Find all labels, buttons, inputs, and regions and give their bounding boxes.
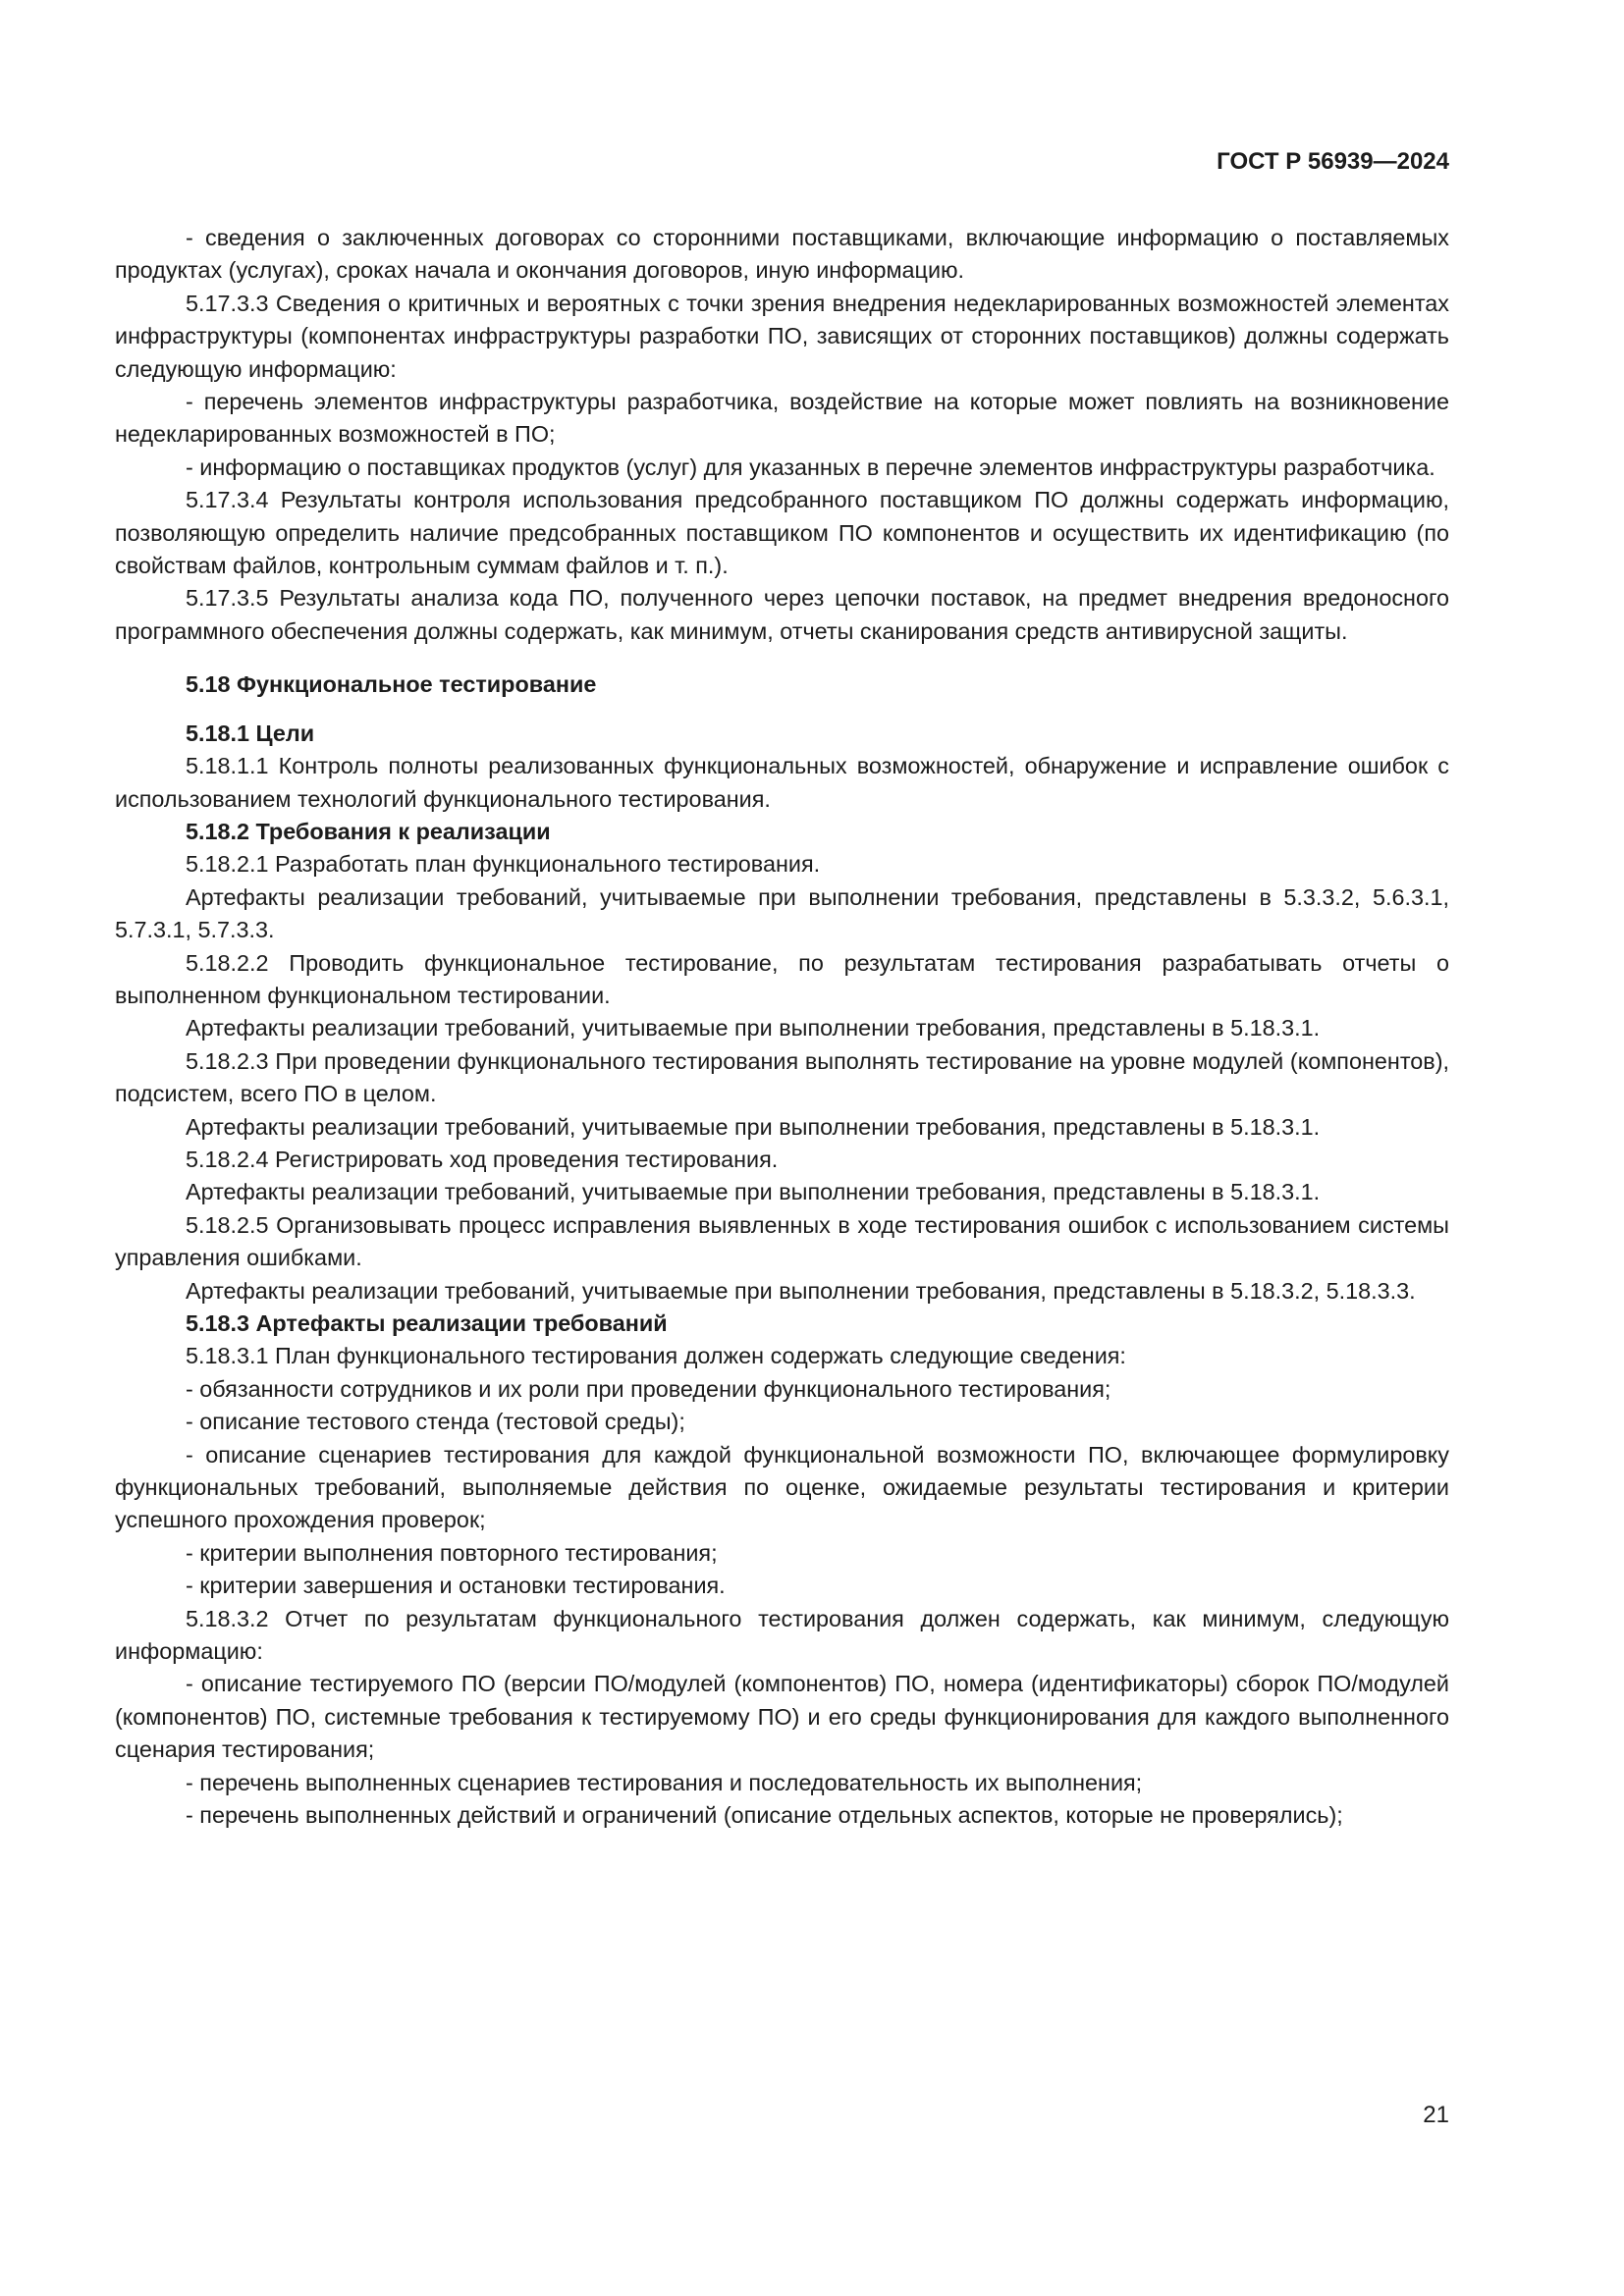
subsection-heading: 5.18.2 Требования к реализации [186, 818, 551, 844]
paragraph: Артефакты реализации требований, учитываемые при выполнении требования, представлены в 5.18.3.1. [186, 1113, 1321, 1140]
paragraph: 5.18.2.5 Организовывать процесс исправления выявленных в ходе тестирования ошибок с использованием системы управления ошибками. [115, 1211, 1449, 1271]
list-item: - описание тестового стенда (тестовой среды); [186, 1409, 685, 1435]
paragraph: - перечень элементов инфраструктуры разработчика, воздействие на которые может повлиять на возникновение недекларированных возможностей в ПО; [115, 389, 1449, 448]
subsection-heading: 5.18.3 Артефакты реализации требований [186, 1310, 668, 1336]
paragraph: 5.17.3.3 Сведения о критичных и вероятных с точки зрения внедрения недекларированных возможностей элементах инфраструктуры (компонентах инфраструктуры разработки ПО, зависящих от сторонних поставщиков) должны содержать следующую информацию: [115, 290, 1449, 382]
page-number: 21 [1423, 2102, 1449, 2128]
list-item: - перечень выполненных действий и ограничений (описание отдельных аспектов, которые не проверялись); [186, 1802, 1343, 1829]
paragraph: Артефакты реализации требований, учитываемые при выполнении требования, представлены в 5.18.3.1. [186, 1179, 1321, 1205]
paragraph: - сведения о заключенных договорах со сторонними поставщиками, включающие информацию о поставляемых продуктах (услугах), сроках начала и окончания договоров, иную информацию. [115, 225, 1449, 284]
list-item: - перечень выполненных сценариев тестирования и последовательность их выполнения; [186, 1769, 1143, 1795]
standard-designation: ГОСТ Р 56939—2024 [1217, 148, 1449, 175]
list-item: - описание тестируемого ПО (версии ПО/модулей (компонентов) ПО, номера (идентификаторы) сборок ПО/модулей (компонентов) ПО, системные требования к тестируемому ПО) и его среды функционирования для каждого выполненного сценария тестирования; [115, 1671, 1449, 1763]
paragraph: 5.17.3.4 Результаты контроля использования предсобранного поставщиком ПО должны содержать информацию, позволяющую определить наличие предсобранных поставщиком ПО компонентов и осуществить их идентификацию (по свойствам файлов, контрольным суммам файлов и т. п.). [115, 487, 1449, 579]
section-heading: 5.18 Функциональное тестирование [186, 671, 597, 698]
subsection-heading: 5.18.1 Цели [186, 720, 315, 746]
list-item: - обязанности сотрудников и их роли при проведении функционального тестирования; [186, 1375, 1111, 1402]
paragraph: 5.18.2.3 При проведении функционального тестирования выполнять тестирование на уровне модулей (компонентов), подсистем, всего ПО в целом. [115, 1047, 1449, 1107]
paragraph: Артефакты реализации требований, учитываемые при выполнении требования, представлены в 5.3.3.2, 5.6.3.1, 5.7.3.1, 5.7.3.3. [115, 883, 1449, 943]
list-item: - описание сценариев тестирования для каждой функциональной возможности ПО, включающее формулировку функциональных требований, выполняемые действия по оценке, ожидаемые результаты тестирования и критерии успешного прохождения проверок; [115, 1441, 1449, 1533]
paragraph: 5.18.1.1 Контроль полноты реализованных функциональных возможностей, обнаружение и исправление ошибок с использованием технологий функционального тестирования. [115, 753, 1449, 812]
paragraph: 5.18.3.2 Отчет по результатам функционального тестирования должен содержать, как минимум, следующую информацию: [115, 1605, 1449, 1665]
paragraph: 5.18.2.1 Разработать план функционального тестирования. [186, 851, 821, 878]
paragraph: Артефакты реализации требований, учитываемые при выполнении требования, представлены в 5.18.3.2, 5.18.3.3. [186, 1277, 1416, 1304]
paragraph: 5.17.3.5 Результаты анализа кода ПО, полученного через цепочки поставок, на предмет внедрения вредоносного программного обеспечения должны содержать, как минимум, отчеты сканирования средств антивирусной защиты. [115, 585, 1449, 644]
paragraph: - информацию о поставщиках продуктов (услуг) для указанных в перечне элементов инфраструктуры разработчика. [186, 454, 1435, 480]
paragraph: 5.18.2.2 Проводить функциональное тестирование, по результатам тестирования разрабатывать отчеты о выполненном функциональном тестировании. [115, 949, 1449, 1008]
paragraph: Артефакты реализации требований, учитываемые при выполнении требования, представлены в 5.18.3.1. [186, 1015, 1321, 1041]
list-item: - критерии выполнения повторного тестирования; [186, 1539, 718, 1566]
document-body [115, 222, 1449, 1833]
list-item: - критерии завершения и остановки тестирования. [186, 1573, 726, 1599]
paragraph: 5.18.2.4 Регистрировать ход проведения тестирования. [186, 1146, 779, 1172]
paragraph: 5.18.3.1 План функционального тестирования должен содержать следующие сведения: [186, 1343, 1126, 1369]
